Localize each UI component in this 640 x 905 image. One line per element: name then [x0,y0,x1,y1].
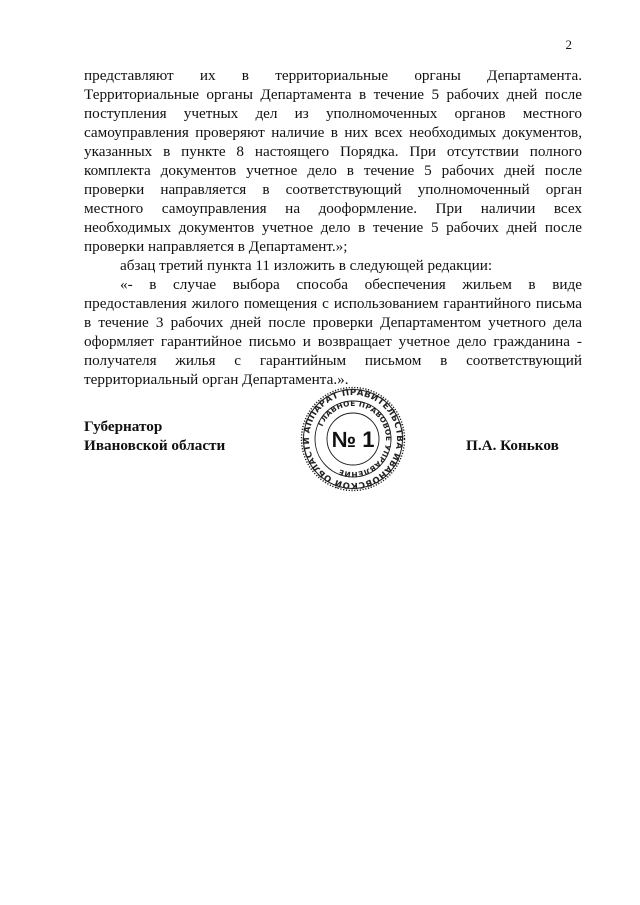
signature-position: Губернатор [84,418,163,435]
document-body [84,66,582,389]
official-seal-stamp [300,386,406,492]
seal-inner-text: ГЛАВНОЕ ПРАВОВОЕ УПРАВЛЕНИЕ [315,398,394,480]
paragraph-amendment-text: «- в случае выбора способа обеспечения жильем в виде предоставления жилого помещения с использованием гарантийного письма в течение 3 рабочих дней после проверки Департаментом учетного дела оформляет гарантийное письмо и возвращает учетное дело гражданина - получателя жилья с гарантийным письмом в соответствующий территориальный орган Департамента.». [84,276,582,388]
signature-region: Ивановской области [84,437,226,454]
signature-title [84,417,225,455]
seal-graphic [300,386,406,492]
paragraph-continuation: представляют их в территориальные органы Департамента. Территориальные органы Департамента в течение 5 рабочих дней после поступления учетных дел из уполномоченных органов местного самоуправления проверяют наличие в них всех необходимых документов, указанных в пункте 8 настоящего Порядка. При отсутствии полного комплекта документов учетное дело в течение 5 рабочих дней после проверки направляется в соответствующий уполномоченный орган местного самоуправления на дооформление. При наличии всех необходимых документов учетное дело в течение 5 рабочих дней после проверки направляется в Департамент.»; [84,67,582,255]
seal-number: № 1 [331,427,375,452]
seal-outer-text: АППАРАТ ПРАВИТЕЛЬСТВА ИВАНОВСКОЙ ОБЛАСТИ [301,387,405,491]
page-number: 2 [565,37,572,52]
signatory-name: П.А. Коньков [466,437,559,454]
paragraph-amendment-instruction: абзац третий пункта 11 изложить в следующей редакции: [120,257,493,274]
